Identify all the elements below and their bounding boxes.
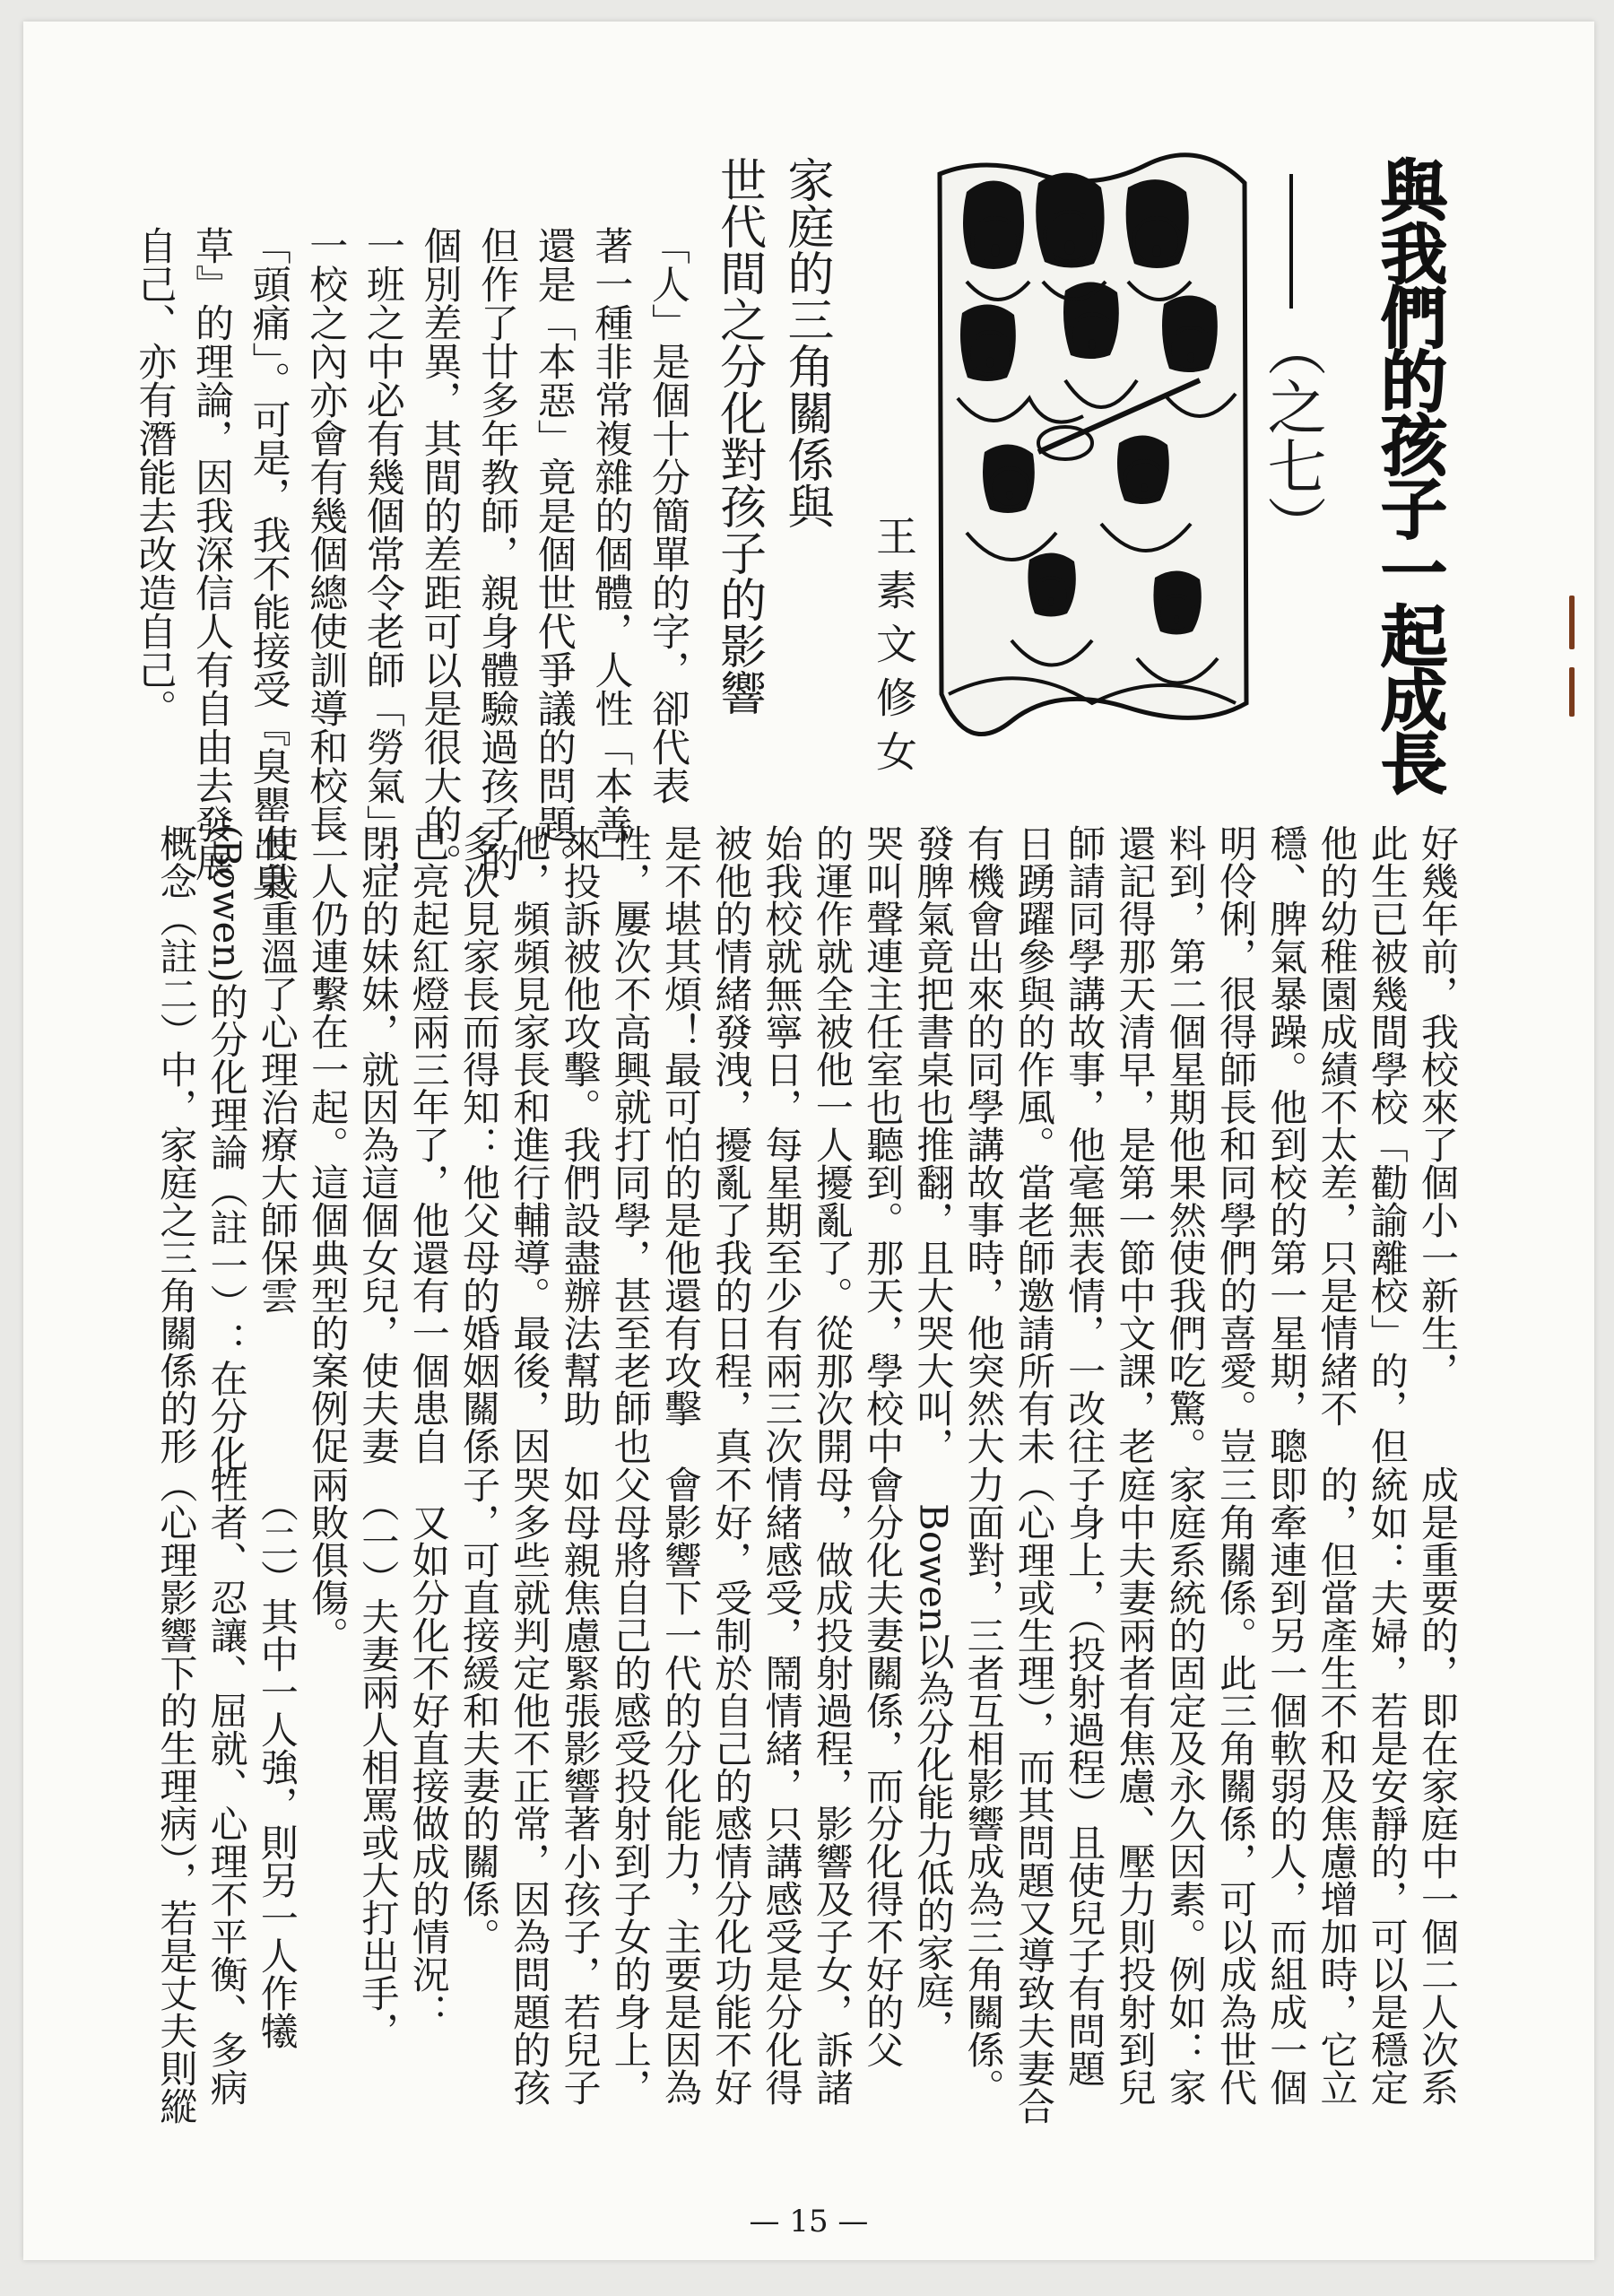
text-line: 有機會出來的同學講故事時，他突然大	[961, 824, 1006, 1465]
document-page	[23, 22, 1594, 2260]
text-line: 「人」是個十分簡單的字，卻代表	[646, 226, 690, 804]
text-line: 子，可直接緩和夫妻的關係。	[456, 1465, 501, 1955]
section-heading	[711, 156, 839, 748]
subtitle-dash	[1289, 174, 1293, 309]
text-line: 他，頻頻見家長和進行輔導。最後，因	[508, 824, 552, 1465]
text-line: 父母將自己的感受投射到子女的身上，	[608, 1465, 653, 2106]
text-line: 一校之內亦會有幾個總使訓導和校長	[303, 226, 349, 843]
theory-column	[154, 1465, 1462, 2125]
text-line: 的，但當產生不和及焦慮增加時，它立	[1315, 1465, 1359, 2106]
section-heading-line-2: 世代間之分化對孩子的影響	[711, 156, 766, 716]
story-column	[154, 824, 1462, 1473]
text-line: 來投訴被他攻擊。我們設盡辦法幫助	[558, 824, 603, 1427]
text-line: 二人仍連繫在一起。這個典型的案例促	[306, 824, 351, 1465]
text-line: 自己、亦有潛能去改造自己。	[132, 226, 178, 727]
text-line: 還是「本惡」竟是個世代爭議的問題。	[531, 226, 577, 882]
text-line: 日踴躍參與的作風。當老師邀請所有未	[1011, 824, 1056, 1465]
text-line: （一）夫妻兩人相罵或大打出手，	[356, 1465, 401, 2049]
text-line: 明伶俐，很得師長和同學們的喜愛。豈	[1213, 824, 1258, 1465]
text-line: 不好，受制於自己的感情分化功能不好	[709, 1465, 754, 2106]
text-line: 個別差異，其間的差距可以是很大的。	[417, 226, 463, 882]
text-line: 兩敗俱傷。	[306, 1465, 351, 1654]
text-line: 如母親焦慮緊張影響著小孩子，若兒子	[558, 1465, 603, 2106]
intro-paragraph	[132, 226, 696, 901]
text-line: 是不堪其煩！最可怕的是他還有攻擊	[659, 824, 704, 1427]
text-line: 哭多些就判定他不正常，因為問題的孩	[508, 1465, 552, 2106]
text-line: 草』的理論，因我深信人有自由去發展	[189, 226, 234, 882]
text-line: 力面對，三者互相影響成為三角關係。	[961, 1465, 1006, 2106]
text-line: 家庭系統的固定及永久因素。例如：家	[1163, 1465, 1208, 2106]
text-line: 概念（註二）中，家庭之三角關係的形	[154, 824, 199, 1465]
text-line: 成是重要的，即在家庭中一個二人次系	[1416, 1465, 1460, 2106]
text-line: 被他的情緒發洩，擾亂了我的日程，真	[709, 824, 754, 1465]
text-line: 他的幼稚園成績不太差，只是情緒不	[1315, 824, 1359, 1427]
text-line: 哭叫聲連主任室也聽到。那天，學校中	[861, 824, 906, 1465]
text-line: 統如：夫婦，若是安靜的，可以是穩定	[1365, 1465, 1410, 2106]
article-title: 與我們的孩子一起成長	[1370, 156, 1447, 793]
text-line: 師請同學講故事，他毫無表情，一改往	[1063, 824, 1107, 1465]
text-line: 母，做成投射過程，影響及子女，訴諸	[810, 1465, 855, 2106]
text-line: 又如分化不好直接做成的情況：	[406, 1465, 451, 2031]
text-line: (Bowen)的分化理論（註一）：在分化	[204, 824, 249, 1473]
text-line: 性，屢次不高興就打同學，甚至老師也	[608, 824, 653, 1465]
text-line: 庭中夫妻兩者有焦慮、壓力則投射到兒	[1113, 1465, 1158, 2106]
article-subtitle: （之七）	[1257, 317, 1326, 554]
text-line: 好幾年前，我校來了個小一新生，	[1416, 824, 1460, 1389]
text-line: 一班之中必有幾個常令老師「勞氣」；	[360, 226, 405, 882]
text-line: 情緒感受，鬧情緒，只講感受是分化得	[759, 1465, 804, 2106]
page-number: — 15 —	[749, 2204, 869, 2239]
text-line: 「頭痛」。可是，我不能接受『臭罌出臭	[246, 226, 291, 901]
text-line: 即牽連到另一個軟弱的人，而組成一個	[1264, 1465, 1309, 2106]
text-line: 發脾氣竟把書桌也推翻，且大哭大叫，	[911, 824, 956, 1465]
text-line: 使我重溫了心理治療大師保雲	[255, 824, 299, 1314]
text-line: 穩、脾氣暴躁。他到校的第一星期，聰	[1264, 824, 1309, 1465]
text-line: 三角關係。此三角關係，可以成為世代	[1213, 1465, 1258, 2106]
text-line: 會影響下一代的分化能力，主要是因為	[659, 1465, 704, 2106]
text-line: （心理影響下的生理病），若是丈夫則縱	[154, 1465, 199, 2125]
text-line: 牲者、忍讓、屈就、心理不平衡、多病	[204, 1465, 249, 2106]
text-line: 的運作就全被他一人擾亂了。從那次開	[810, 824, 855, 1465]
text-line: 此生已被幾間學校「勸諭離校」的，但	[1365, 824, 1410, 1465]
text-line: 料到，第二個星期他果然使我們吃驚。	[1163, 824, 1208, 1465]
text-line: 會分化夫妻關係，而分化得不好的父	[861, 1465, 906, 2068]
text-line: 始我校就無寧日，每星期至少有兩三次	[759, 824, 804, 1465]
text-line: 著一種非常複雜的個體，人性「本善」	[588, 226, 634, 882]
author-name: 王素文修女	[870, 515, 918, 784]
children-singing-illustration	[931, 156, 1254, 739]
section-heading-line-1: 家庭的三角關係與	[779, 156, 833, 529]
text-line: 但作了廿多年教師，親身體驗過孩子的	[474, 226, 520, 882]
binding-stitch	[1569, 596, 1575, 649]
text-line: 子身上，（投射過程）且使兒子有問題	[1063, 1465, 1107, 2087]
text-line: （心理或生理），而其問題又導致夫妻合	[1011, 1465, 1056, 2125]
text-line: Bowen以為分化能力低的家庭，	[911, 1465, 956, 2048]
binding-stitch	[1569, 667, 1575, 717]
text-line: 閉症的妹妹，就因為這個女兒，使夫妻	[356, 824, 401, 1465]
text-line: 已亮起紅燈兩三年了，他還有一個患自	[406, 824, 451, 1465]
text-line: 還記得那天清早，是第一節中文課，老	[1113, 824, 1158, 1465]
text-line: （二）其中一人強，則另一人作犧	[255, 1465, 299, 2049]
text-line: 多次見家長而得知：他父母的婚姻關係	[456, 824, 501, 1465]
